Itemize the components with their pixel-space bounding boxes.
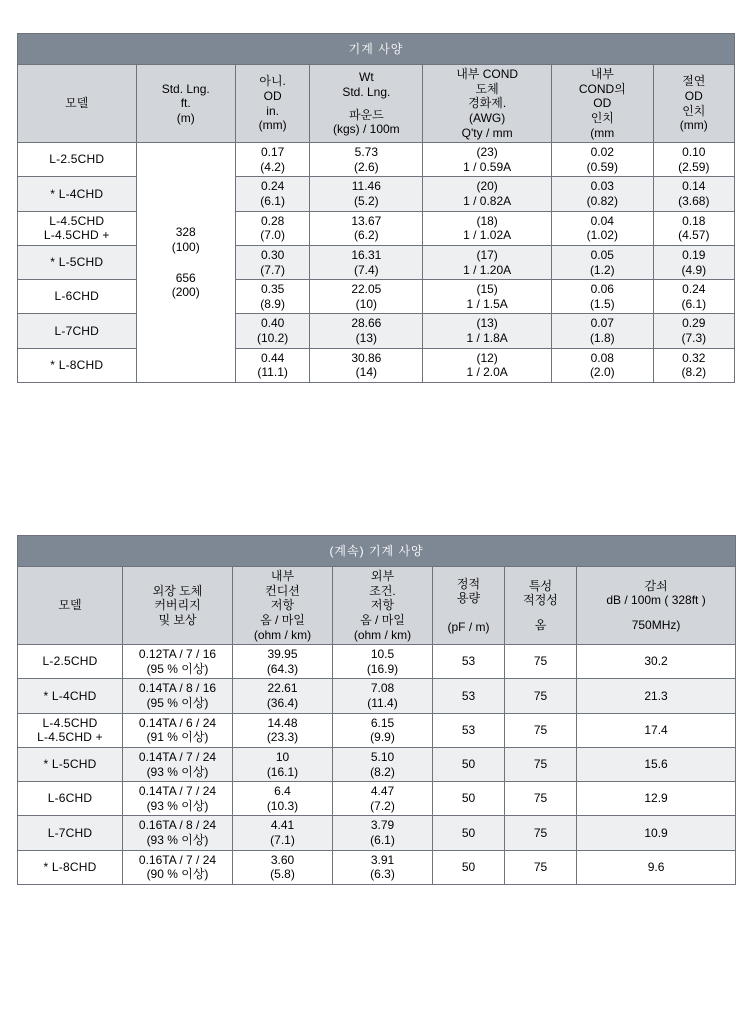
cell-outer-resistance: 4.47 (7.2) bbox=[333, 782, 433, 816]
cell-insulation-od: 0.32 (8.2) bbox=[653, 348, 734, 382]
cell-capacitance: 50 bbox=[433, 850, 505, 884]
header-capacitance: 정적 용량 (pF / m) bbox=[433, 567, 505, 645]
mechanical-spec-table-2-container bbox=[17, 535, 736, 885]
cell-inner-conductor: (23) 1 / 0.59A bbox=[423, 143, 552, 177]
cell-insulation-od: 0.19 (4.9) bbox=[653, 245, 734, 279]
cell-inner-conductor: (12) 1 / 2.0A bbox=[423, 348, 552, 382]
table-row bbox=[18, 850, 736, 884]
cell-inner-resistance: 4.41 (7.1) bbox=[233, 816, 333, 850]
cell-outer-resistance: 3.91 (6.3) bbox=[333, 850, 433, 884]
cell-outer-od: 0.40 (10.2) bbox=[235, 314, 310, 348]
cell-inner-resistance: 39.95 (64.3) bbox=[233, 645, 333, 679]
table-2-title-row bbox=[18, 536, 736, 567]
cell-shield-coverage: 0.14TA / 6 / 24 (91 % 이상) bbox=[123, 713, 233, 747]
cell-weight: 22.05 (10) bbox=[310, 280, 423, 314]
cell-outer-od: 0.28 (7.0) bbox=[235, 211, 310, 245]
cell-model: L-6CHD bbox=[18, 782, 123, 816]
cell-model: L-4.5CHD L-4.5CHD + bbox=[18, 211, 137, 245]
cell-impedance: 75 bbox=[505, 850, 577, 884]
cell-inner-cond-od: 0.06 (1.5) bbox=[551, 280, 653, 314]
cell-impedance: 75 bbox=[505, 816, 577, 850]
cell-insulation-od: 0.14 (3.68) bbox=[653, 177, 734, 211]
cell-inner-resistance: 10 (16.1) bbox=[233, 747, 333, 781]
header-inner-cond-od: 내부 COND의 OD 인치 (mm bbox=[551, 65, 653, 143]
table-row bbox=[18, 782, 736, 816]
table-row bbox=[18, 280, 735, 314]
table-row bbox=[18, 348, 735, 382]
table-row bbox=[18, 645, 736, 679]
table-2-header-row bbox=[18, 567, 736, 645]
cell-outer-resistance: 6.15 (9.9) bbox=[333, 713, 433, 747]
cell-model: L-4.5CHD L-4.5CHD + bbox=[18, 713, 123, 747]
table-1-title-row bbox=[18, 34, 735, 65]
cell-inner-conductor: (17) 1 / 1.20A bbox=[423, 245, 552, 279]
header-outer-resistance: 외부 조건. 저항 옴 / 마일 (ohm / km) bbox=[333, 567, 433, 645]
cell-model: * L-8CHD bbox=[18, 348, 137, 382]
cell-model: * L-5CHD bbox=[18, 747, 123, 781]
mechanical-spec-table-2 bbox=[17, 535, 736, 885]
cell-weight: 13.67 (6.2) bbox=[310, 211, 423, 245]
cell-outer-resistance: 5.10 (8.2) bbox=[333, 747, 433, 781]
cell-inner-conductor: (15) 1 / 1.5A bbox=[423, 280, 552, 314]
header-model: 모델 bbox=[18, 65, 137, 143]
cell-inner-conductor: (13) 1 / 1.8A bbox=[423, 314, 552, 348]
cell-shield-coverage: 0.14TA / 8 / 16 (95 % 이상) bbox=[123, 679, 233, 713]
cell-inner-resistance: 14.48 (23.3) bbox=[233, 713, 333, 747]
cell-inner-resistance: 22.61 (36.4) bbox=[233, 679, 333, 713]
cell-outer-resistance: 3.79 (6.1) bbox=[333, 816, 433, 850]
cell-model: * L-4CHD bbox=[18, 177, 137, 211]
cell-impedance: 75 bbox=[505, 782, 577, 816]
cell-model: L-2.5CHD bbox=[18, 143, 137, 177]
cell-insulation-od: 0.18 (4.57) bbox=[653, 211, 734, 245]
cell-outer-resistance: 10.5 (16.9) bbox=[333, 645, 433, 679]
cell-capacitance: 53 bbox=[433, 713, 505, 747]
table-2-title: (계속) 기계 사양 bbox=[18, 536, 736, 567]
table-row bbox=[18, 314, 735, 348]
cell-shield-coverage: 0.12TA / 7 / 16 (95 % 이상) bbox=[123, 645, 233, 679]
cell-inner-resistance: 6.4 (10.3) bbox=[233, 782, 333, 816]
cell-model: * L-4CHD bbox=[18, 679, 123, 713]
cell-attenuation: 9.6 bbox=[577, 850, 736, 884]
cell-shield-coverage: 0.14TA / 7 / 24 (93 % 이상) bbox=[123, 782, 233, 816]
cell-model: L-7CHD bbox=[18, 314, 137, 348]
cell-attenuation: 12.9 bbox=[577, 782, 736, 816]
cell-weight: 11.46 (5.2) bbox=[310, 177, 423, 211]
cell-capacitance: 53 bbox=[433, 645, 505, 679]
cell-attenuation: 10.9 bbox=[577, 816, 736, 850]
cell-attenuation: 21.3 bbox=[577, 679, 736, 713]
header-weight: Wt Std. Lng. 파운드 (kgs) / 100m bbox=[310, 65, 423, 143]
mechanical-spec-table-1 bbox=[17, 33, 735, 383]
cell-impedance: 75 bbox=[505, 713, 577, 747]
cell-inner-cond-od: 0.05 (1.2) bbox=[551, 245, 653, 279]
cell-shield-coverage: 0.16TA / 8 / 24 (93 % 이상) bbox=[123, 816, 233, 850]
header-inner-conductor: 내부 COND 도체 경화제. (AWG) Q'ty / mm bbox=[423, 65, 552, 143]
header-shield-coverage: 외장 도체 커버리지 및 보상 bbox=[123, 567, 233, 645]
cell-weight: 30.86 (14) bbox=[310, 348, 423, 382]
cell-impedance: 75 bbox=[505, 679, 577, 713]
header-inner-resistance: 내부 컨디션 저항 옴 / 마일 (ohm / km) bbox=[233, 567, 333, 645]
cell-weight: 16.31 (7.4) bbox=[310, 245, 423, 279]
table-row bbox=[18, 816, 736, 850]
cell-outer-od: 0.44 (11.1) bbox=[235, 348, 310, 382]
table-row bbox=[18, 177, 735, 211]
cell-outer-od: 0.30 (7.7) bbox=[235, 245, 310, 279]
cell-inner-resistance: 3.60 (5.8) bbox=[233, 850, 333, 884]
cell-inner-conductor: (20) 1 / 0.82A bbox=[423, 177, 552, 211]
cell-shield-coverage: 0.16TA / 7 / 24 (90 % 이상) bbox=[123, 850, 233, 884]
cell-inner-cond-od: 0.02 (0.59) bbox=[551, 143, 653, 177]
cell-inner-cond-od: 0.04 (1.02) bbox=[551, 211, 653, 245]
cell-weight: 28.66 (13) bbox=[310, 314, 423, 348]
mechanical-spec-table-1-container bbox=[17, 33, 735, 383]
cell-attenuation: 17.4 bbox=[577, 713, 736, 747]
cell-outer-od: 0.17 (4.2) bbox=[235, 143, 310, 177]
cell-weight: 5.73 (2.6) bbox=[310, 143, 423, 177]
table-row bbox=[18, 713, 736, 747]
table-row bbox=[18, 245, 735, 279]
cell-capacitance: 50 bbox=[433, 747, 505, 781]
cell-model: L-6CHD bbox=[18, 280, 137, 314]
cell-model: L-2.5CHD bbox=[18, 645, 123, 679]
header-model: 모델 bbox=[18, 567, 123, 645]
cell-insulation-od: 0.10 (2.59) bbox=[653, 143, 734, 177]
header-attenuation: 감쇠 dB / 100m ( 328ft ) 750MHz) bbox=[577, 567, 736, 645]
cell-std-lng: 328 (100) 656 (200) bbox=[136, 143, 235, 383]
table-1-header-row bbox=[18, 65, 735, 143]
table-row bbox=[18, 143, 735, 177]
cell-attenuation: 30.2 bbox=[577, 645, 736, 679]
cell-shield-coverage: 0.14TA / 7 / 24 (93 % 이상) bbox=[123, 747, 233, 781]
header-std-lng: Std. Lng. ft. (m) bbox=[136, 65, 235, 143]
table-row bbox=[18, 747, 736, 781]
cell-inner-cond-od: 0.03 (0.82) bbox=[551, 177, 653, 211]
cell-capacitance: 50 bbox=[433, 782, 505, 816]
cell-model: L-7CHD bbox=[18, 816, 123, 850]
cell-inner-cond-od: 0.08 (2.0) bbox=[551, 348, 653, 382]
cell-insulation-od: 0.24 (6.1) bbox=[653, 280, 734, 314]
cell-outer-od: 0.35 (8.9) bbox=[235, 280, 310, 314]
table-1-title: 기계 사양 bbox=[18, 34, 735, 65]
table-row bbox=[18, 211, 735, 245]
cell-model: * L-5CHD bbox=[18, 245, 137, 279]
table-row bbox=[18, 679, 736, 713]
cell-capacitance: 53 bbox=[433, 679, 505, 713]
cell-outer-od: 0.24 (6.1) bbox=[235, 177, 310, 211]
header-insulation-od: 절연 OD 인치 (mm) bbox=[653, 65, 734, 143]
cell-inner-cond-od: 0.07 (1.8) bbox=[551, 314, 653, 348]
cell-insulation-od: 0.29 (7.3) bbox=[653, 314, 734, 348]
cell-outer-resistance: 7.08 (11.4) bbox=[333, 679, 433, 713]
cell-impedance: 75 bbox=[505, 747, 577, 781]
cell-model: * L-8CHD bbox=[18, 850, 123, 884]
cell-impedance: 75 bbox=[505, 645, 577, 679]
cell-capacitance: 50 bbox=[433, 816, 505, 850]
cell-inner-conductor: (18) 1 / 1.02A bbox=[423, 211, 552, 245]
header-impedance: 특성 적정성 옴 bbox=[505, 567, 577, 645]
header-outer-od: 아니. OD in. (mm) bbox=[235, 65, 310, 143]
cell-attenuation: 15.6 bbox=[577, 747, 736, 781]
